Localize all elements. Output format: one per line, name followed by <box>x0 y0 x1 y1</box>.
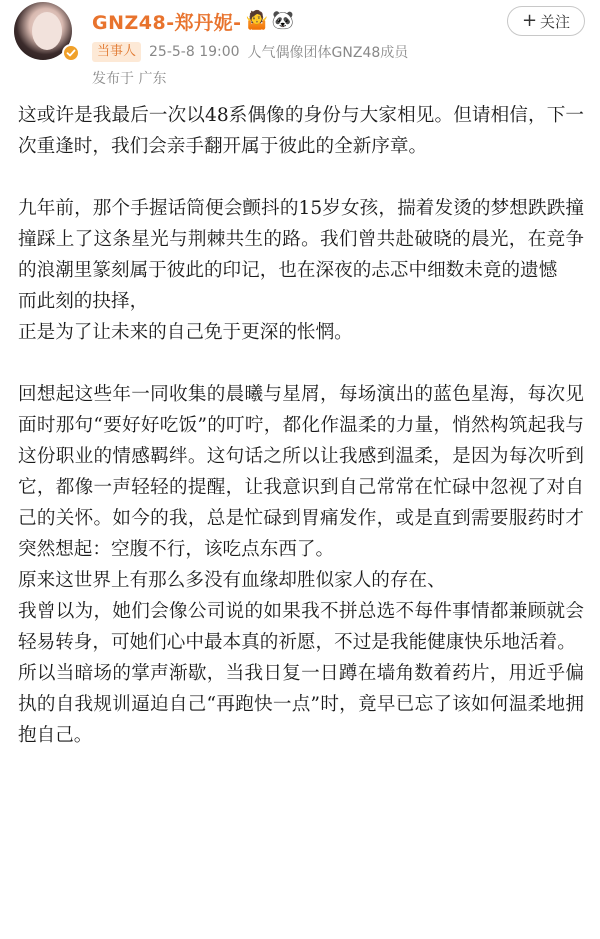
paragraph-line: 而此刻的抉择， <box>18 291 149 312</box>
post-paragraph <box>18 379 584 751</box>
post-header <box>0 0 600 100</box>
panda-emoji-icon: 🐼 <box>271 10 295 31</box>
username[interactable]: GNZ48-郑丹妮- <box>92 11 242 34</box>
paragraph-line: 这或许是我最后一次以48系偶像的身份与大家相见。但请相信，下一次重逢时，我们会亲手翻开属于彼此的全新序章。 <box>18 105 584 157</box>
paragraph-line: 我曾以为，她们会像公司说的如果我不拼总选不每件事情都兼顾就会轻易转身，可她们心中最本真的祈愿，不过是我能健康快乐地活着。 <box>18 601 584 653</box>
post-timestamp: 25-5-8 19:00 <box>149 44 240 60</box>
post-paragraph <box>18 193 584 348</box>
post-source: 人气偶像团体GNZ48成员 <box>247 45 409 61</box>
paragraph-line: 九年前，那个手握话筒便会颤抖的15岁女孩，揣着发烫的梦想跌跌撞撞踩上了这条星光与荆棘共生的路。我们曾共赴破晓的晨光，在竞争的浪潮里篆刻属于彼此的印记，也在深夜的忐忑中细数未竟的遗憾 <box>18 198 584 281</box>
post-meta <box>92 41 408 63</box>
post-location: 发布于 广东 <box>92 71 167 87</box>
party-badge: 当事人 <box>92 42 141 62</box>
paragraph-line: 正是为了让未来的自己免于更深的怅惘。 <box>18 322 353 343</box>
follow-button[interactable] <box>507 6 585 36</box>
post-body <box>18 100 584 751</box>
post-paragraph <box>18 100 584 162</box>
paragraph-line: 原来这世界上有那么多没有血缘却胜似家人的存在、 <box>18 570 446 591</box>
paragraph-line: 所以当暗场的掌声渐歇，当我日复一日蹲在墙角数着药片，用近乎偏执的自我规训逼迫自己“再跑快一点”时，竟早已忘了该如何温柔地拥抱自己。 <box>18 663 584 746</box>
avatar[interactable] <box>14 2 72 60</box>
username-row <box>92 6 294 36</box>
follow-label: 关注 <box>540 12 571 31</box>
shrug-emoji-icon: 🤷 <box>245 10 268 31</box>
plus-icon: + <box>521 10 538 31</box>
paragraph-line: 回想起这些年一同收集的晨曦与星屑，每场演出的蓝色星海，每次见面时那句“要好好吃饭”的叮咛，都化作温柔的力量，悄然构筑起我与这份职业的情感羁绊。这句话之所以让我感到温柔，是因为每次听到它，都像一声轻轻的提醒，让我意识到自己常常在忙碌中忽视了对自己的关怀。如今的我，总是忙碌到胃痛发作，或是直到需要服药时才突然想起：空腹不行，该吃点东西了。 <box>18 384 584 560</box>
avatar-face <box>32 12 62 50</box>
verified-badge-icon <box>62 44 80 62</box>
